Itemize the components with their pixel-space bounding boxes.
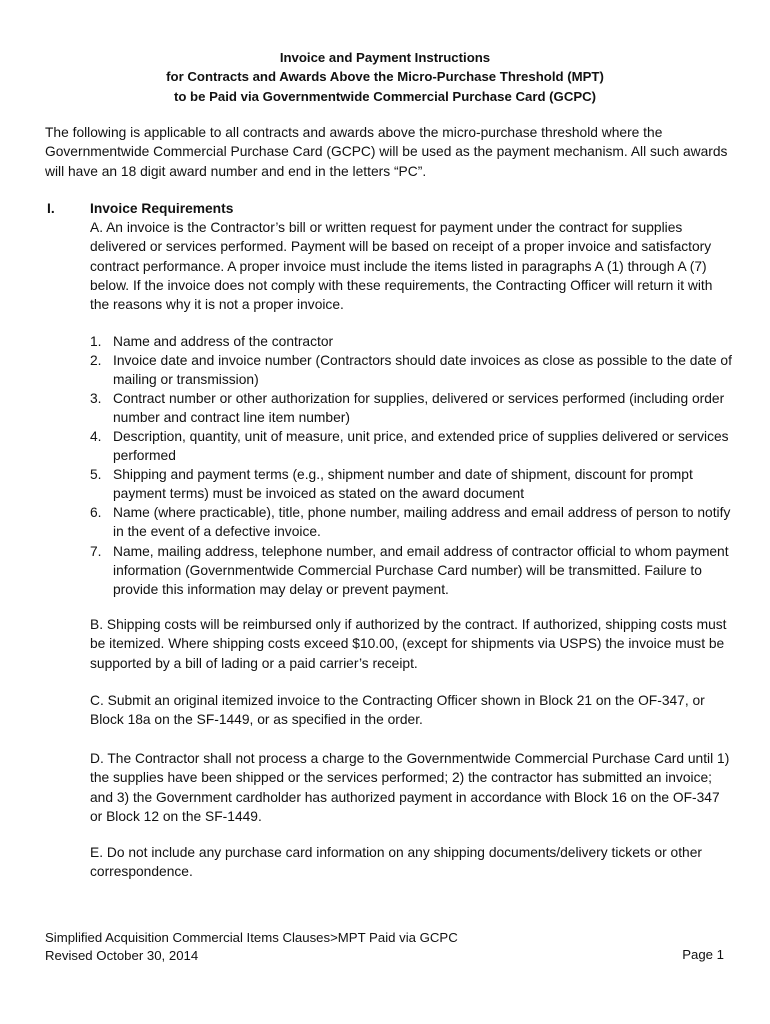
list-item-text: Contract number or other authorization for supplies, delivered or services performed (including order number and contract line item number) bbox=[113, 391, 725, 426]
document-title bbox=[0, 48, 770, 106]
section-number: I. bbox=[47, 201, 55, 216]
list-item-number: 1. bbox=[90, 334, 102, 349]
list-item-number: 7. bbox=[90, 543, 102, 559]
list-item bbox=[90, 427, 735, 465]
list-item-text: Name and address of the contractor bbox=[113, 334, 334, 349]
list-item bbox=[90, 389, 735, 427]
list-item-number: 3. bbox=[90, 391, 102, 407]
paragraph-c: C. Submit an original itemized invoice to the Contracting Officer shown in Block 21 on the OF-347, or Block 18a on the SF-1449, or as specified in the order. bbox=[90, 693, 705, 728]
paragraph-b: B. Shipping costs will be reimbursed only if authorized by the contract. If authorized, shipping costs must be itemized. Where shipping costs exceed $10.00, (except for shipments via USPS) the invoice must be supported by a bill of lading or a paid carrier’s receipt. bbox=[90, 617, 727, 671]
list-item-number: 2. bbox=[90, 353, 102, 369]
requirements-list bbox=[90, 332, 735, 599]
paragraph-a: A. An invoice is the Contractor’s bill or written request for payment under the contract for supplies delivered or services performed. Payment will be based on receipt of a proper invoice and satisfactory contract performance. A proper invoice must include the items listed in paragraphs A (1) through A (7) below. If the invoice does not comply with these requirements, the Contracting Officer will return it with the reasons why it is not a proper invoice. bbox=[90, 220, 713, 313]
list-item-text: Name (where practicable), title, phone number, mailing address and email address of person to notify in the event of a defective invoice. bbox=[113, 505, 731, 540]
title-line-3: to be Paid via Governmentwide Commercial Purchase Card (GCPC) bbox=[173, 88, 597, 104]
list-item bbox=[90, 465, 735, 503]
list-item-text: Name, mailing address, telephone number, and email address of contractor official to whom payment information (Governmentwide Commercial Purchase Card number) will be transmitted. Failure to provide this information may delay or prevent payment. bbox=[113, 543, 729, 597]
list-item-text: Description, quantity, unit of measure, unit price, and extended price of supplies delivered or services performed bbox=[113, 429, 729, 464]
footer-line-1: Simplified Acquisition Commercial Items Clauses>MPT Paid via GCPC bbox=[45, 930, 458, 945]
list-item bbox=[90, 332, 735, 351]
paragraph-e: E. Do not include any purchase card information on any shipping documents/delivery tickets or other correspondence. bbox=[90, 845, 702, 880]
intro-paragraph: The following is applicable to all contracts and awards above the micro-purchase threshold where the Governmentwide Commercial Purchase Card (GCPC) will be used as the payment mechanism. All such awards will have an 18 digit award number and end in the letters “PC”. bbox=[45, 125, 728, 179]
title-line-2: for Contracts and Awards Above the Micro-Purchase Threshold (MPT) bbox=[166, 69, 604, 85]
list-item bbox=[90, 503, 735, 541]
paragraph-d: D. The Contractor shall not process a charge to the Governmentwide Commercial Purchase Card until 1) the supplies have been shipped or the services performed; 2) the contractor has submitted an invoice; and 3) the Government cardholder has authorized payment in accordance with Block 16 on the OF-347 or Block 12 on the SF-1449. bbox=[90, 751, 730, 824]
list-item-text: Shipping and payment terms (e.g., shipment number and date of shipment, discount for prompt payment terms) must be invoiced as stated on the award document bbox=[113, 467, 693, 502]
list-item bbox=[90, 351, 735, 389]
list-item-text: Invoice date and invoice number (Contractors should date invoices as close as possible to the date of mailing or transmission) bbox=[113, 353, 732, 388]
footer bbox=[45, 929, 458, 964]
list-item bbox=[90, 542, 735, 599]
page-number: Page 1 bbox=[682, 947, 724, 962]
list-item-number: 6. bbox=[90, 505, 102, 521]
title-line-1: Invoice and Payment Instructions bbox=[279, 50, 491, 65]
section-heading: Invoice Requirements bbox=[90, 201, 234, 216]
list-item-number: 5. bbox=[90, 467, 102, 483]
list-item-number: 4. bbox=[90, 429, 102, 445]
footer-line-2: Revised October 30, 2014 bbox=[45, 947, 199, 963]
